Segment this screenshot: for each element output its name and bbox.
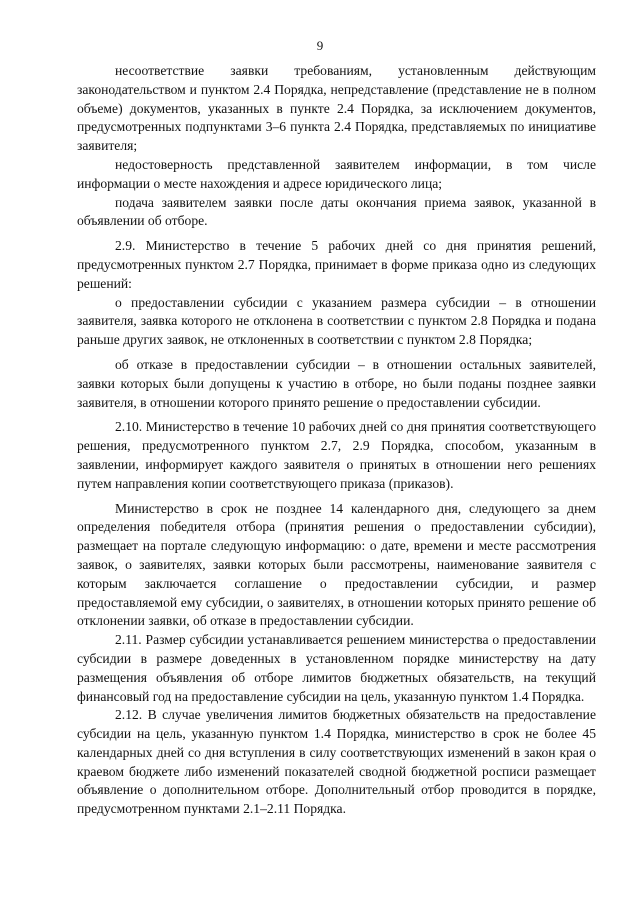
paragraph-2-10: 2.10. Министерство в течение 10 рабочих дней со дня принятия соответствующего решения, предусмотренного пунктом 2.7, 2.9 Порядка, способом, указанным в заявлении, информирует каждого заявителя о принятых в отношении него решениях путем направления копии соответствующего приказа (приказов). <box>77 419 596 491</box>
paragraph-unreliable-info: недостоверность представленной заявителем информации, в том числе информации о месте нахождения и адресе юридического лица; <box>77 156 596 191</box>
paragraph-2-9: 2.9. Министерство в течение 5 рабочих дней со дня принятия решений, предусмотренных пунктом 2.7 Порядка, принимает в форме приказа одно из следующих решений: <box>77 238 596 291</box>
page-number: 9 <box>316 38 324 53</box>
paragraph-late-submission: подача заявителем заявки после даты окончания приема заявок, указанной в объявлении об отборе. <box>77 194 596 229</box>
paragraph-2-12: 2.12. В случае увеличения лимитов бюджетных обязательств на предоставление субсидии на цель, указанную пунктом 1.4 Порядка, министерство в срок не более 45 календарных дней со дня вступления в силу соответствующих изменений в закон края о краевом бюджете либо изменений показателей сводной бюджетной росписи размещает объявление о дополнительном отборе. Дополнительный отбор проводится в порядке, предусмотренном пунктами 2.1–2.11 Порядка. <box>77 707 596 817</box>
document-body <box>77 62 596 819</box>
paragraph-refusal-decision: об отказе в предоставлении субсидии – в отношении остальных заявителей, заявки которых были допущены к участию в отборе, но были поданы позднее заявки заявителя, в отношении которого принято решение о предоставлении субсидии. <box>77 356 596 410</box>
paragraph-portal-info: Министерство в срок не позднее 14 календарного дня, следующего за днем определения победителя отбора (принятия решения о предоставлении субсидии), размещает на портале следующую информацию: о дате, времени и месте рассмотрения заявок, о заявителях, заявки которых были рассмотрены, наименование заявителя с которым заключается соглашение о предоставлении субсидии, и размер предоставляемой ему субсидии, о заявителях, в отношении которых принято решение об отклонении заявки, об отказе в предоставлении субсидии. <box>77 500 596 629</box>
paragraph-2-11: 2.11. Размер субсидии устанавливается решением министерства о предоставлении субсидии в размере доведенных в установленном порядке министерству на дату размещения объявления об отборе лимитов бюджетных обязательств, на текущий финансовый год на предоставление субсидии на цель, указанную пунктом 1.4 Порядка. <box>77 632 596 704</box>
paragraph-noncompliance: несоответствие заявки требованиям, установленным действующим законодательством и пунктом 2.4 Порядка, непредставление (представление не в полном объеме) документов, указанных в пункте 2.4 Порядка, за исключением документов, предусмотренных подпунктами 3–6 пункта 2.4 Порядка, представляемых по инициативе заявителя; <box>77 63 596 154</box>
paragraph-grant-decision: о предоставлении субсидии с указанием размера субсидии – в отношении заявителя, заявка которого не отклонена в соответствии с пунктом 2.8 Порядка и подана раньше других заявок, не отклоненных в соответствии с пунктом 2.8 Порядка; <box>77 294 596 348</box>
